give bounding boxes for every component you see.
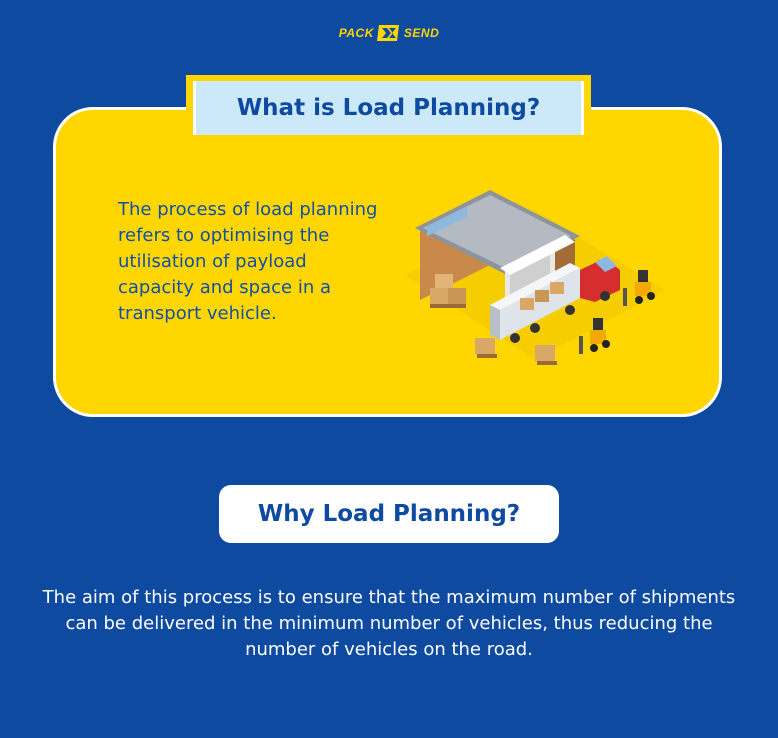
aim-text: The aim of this process is to ensure that the maximum number of shipments can be delivered in the minimum number of vehicles, thus reducing the number of vehicles on the road. — [42, 587, 736, 660]
definition-text: The process of load planning refers to optimising the utilisation of payload capacity and space in a transport vehicle. — [118, 199, 378, 324]
section-title-why: Why Load Planning? — [219, 485, 559, 543]
section-title-what: What is Load Planning? — [193, 81, 584, 135]
logo-left-word: PACK — [338, 26, 374, 40]
logo-right-word: SEND — [403, 26, 440, 40]
logo — [333, 22, 445, 44]
warehouse-illustration — [395, 170, 670, 370]
logo-mark-icon — [377, 24, 401, 42]
